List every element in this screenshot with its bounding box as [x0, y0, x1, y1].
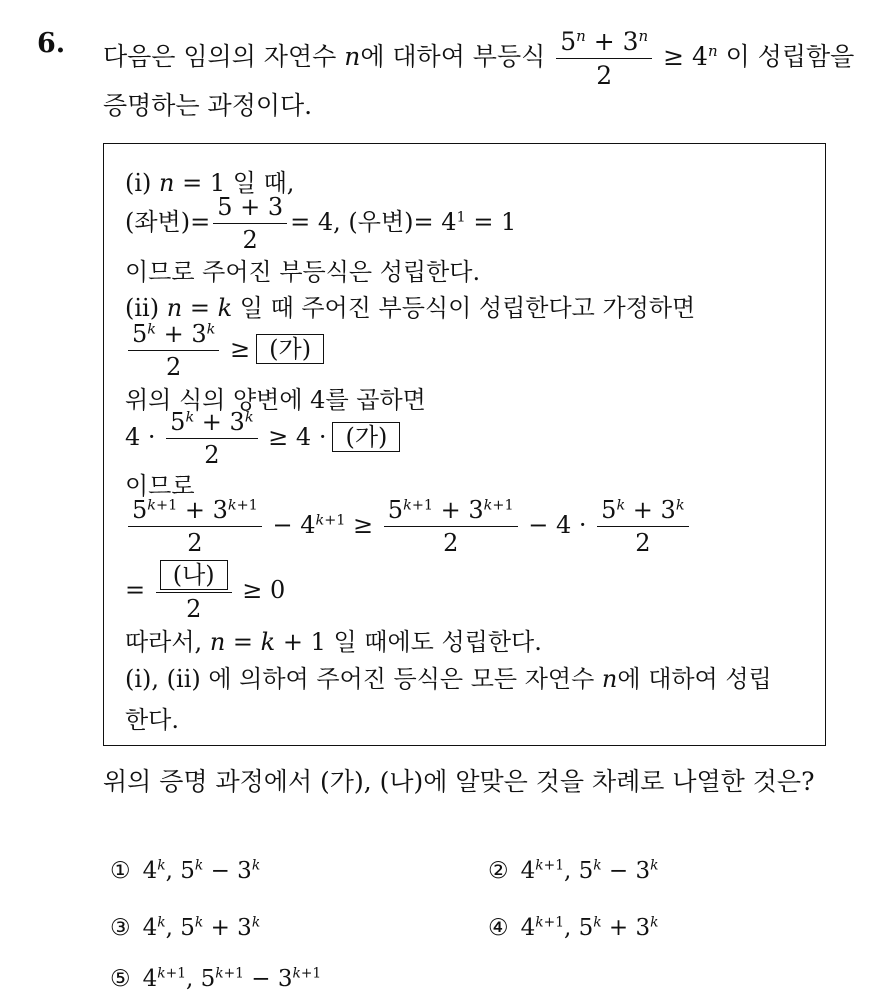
- choice-1[interactable]: ① 4$^k$, $5^k - 3^k$: [110, 857, 261, 884]
- proof-line-9: $\frac{5^{k+1} + 3^{k+1}}{2}$ − $4^{k+1}$ ≥ $\frac{5^{k+1} + 3^{k+1}}{2}$ − 4 · $\frac{5^k + 3^k}{2}$: [125, 496, 692, 557]
- proof-line-4: (ii) n = k 일 때 주어진 부등식이 성립한다고 가정하면: [125, 294, 696, 322]
- question-bottom: 위의 증명 과정에서 (가), (나)에 알맞은 것을 차례로 나열한 것은?: [103, 767, 815, 796]
- question-text-after: 이 성립함을: [717, 42, 855, 71]
- blank-na-box: (나): [160, 560, 228, 590]
- problem-number: 6.: [37, 28, 66, 59]
- question-line-2: 증명하는 과정이다.: [103, 91, 313, 120]
- choice-2[interactable]: ② $4^{k+1}$, $5^k - 3^k$: [488, 857, 659, 884]
- proof-line-3: 이므로 주어진 부등식은 성립한다.: [125, 258, 481, 286]
- proof-line-13: 한다.: [125, 706, 179, 734]
- blank-ga-box: (가): [256, 334, 324, 364]
- proof-line-12: (i), (ii) 에 의하여 주어진 등식은 모든 자연수 n에 대하여 성립: [125, 665, 772, 693]
- question-line-1: 다음은 임의의 자연수 n에 대하여 부등식 $\frac{5^n + 3^n}{2}$ ≥ $4^n$ 이 성립함을: [103, 27, 855, 90]
- blank-ga-box-2: (가): [332, 422, 400, 452]
- proof-line-10: = $\frac{\text{(나)}}{2}$ ≥ 0: [125, 561, 286, 623]
- proof-line-6: 위의 식의 양변에 4를 곱하면: [125, 386, 426, 414]
- proof-line-2: (좌변)= $\frac{5 + 3}{2}$ = 4, (우변)= $4^1 = 1$: [125, 193, 517, 254]
- choice-5[interactable]: ⑤ $4^{k+1}$, $5^{k+1} - 3^{k+1}$: [110, 965, 322, 992]
- proof-line-7: 4 · $\frac{5^k + 3^k}{2}$ ≥ 4 · (가): [125, 408, 400, 469]
- choice-3[interactable]: ③ 4$^k$, $5^k + 3^k$: [110, 914, 261, 941]
- variable-n: n: [344, 42, 361, 71]
- proof-line-11: 따라서, n = k + 1 일 때에도 성립한다.: [125, 628, 542, 656]
- proof-line-1: (i) n = 1 일 때,: [125, 169, 295, 197]
- proof-line-5: $\frac{5^k + 3^k}{2}$ ≥ (가): [125, 320, 324, 381]
- choice-4[interactable]: ④ $4^{k+1}$, $5^k + 3^k$: [488, 914, 659, 941]
- proof-line-8: 이므로: [125, 472, 195, 500]
- question-text-mid: 에 대하여 부등식: [360, 42, 554, 71]
- question-inequality-fraction: $\frac{5^n + 3^n}{2}$: [556, 27, 652, 90]
- question-text-before: 다음은 임의의 자연수: [103, 42, 345, 71]
